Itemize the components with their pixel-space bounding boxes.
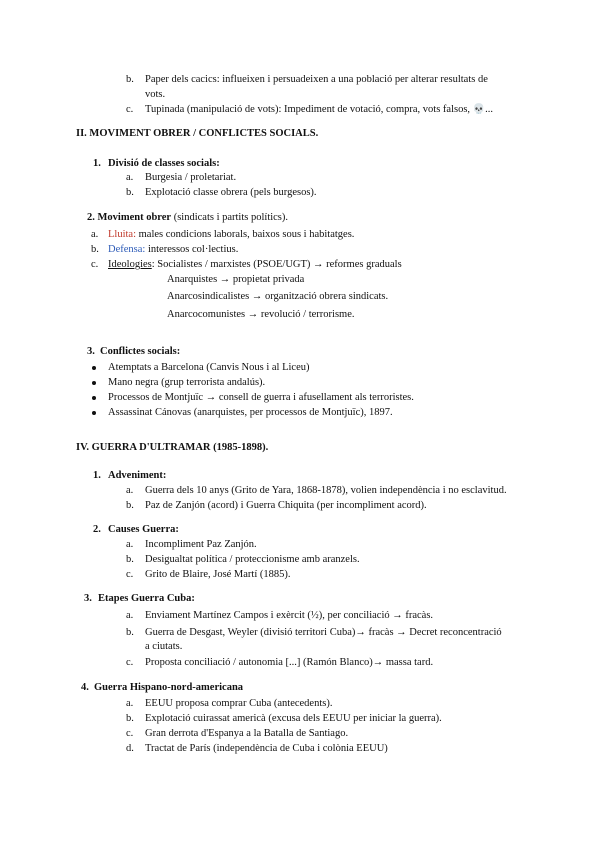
subsection-title: Etapes Guerra Cuba: bbox=[98, 593, 195, 604]
subsection-number: 2. bbox=[93, 524, 101, 535]
list-marker: a. bbox=[126, 172, 134, 183]
ideology-line: Anarcocomunistes → revolució / terrorisme. bbox=[167, 309, 355, 320]
section-heading: IV. GUERRA D'ULTRAMAR (1985-1898). bbox=[76, 442, 269, 453]
list-item-text: Incompliment Paz Zanjón. bbox=[145, 539, 257, 550]
list-item-text: Guerra dels 10 anys (Grito de Yara, 1868-1878), volien independència i no esclavitud. bbox=[145, 485, 507, 496]
list-marker: b. bbox=[126, 627, 134, 638]
list-marker: b. bbox=[126, 713, 134, 724]
bullet-text: Atemptats a Barcelona (Canvis Nous i al Liceu) bbox=[108, 362, 310, 373]
ideology-line: Anarquistes → propietat privada bbox=[167, 274, 305, 285]
list-marker: b. bbox=[126, 187, 134, 198]
list-item-text: Guerra de Desgast, Weyler (divisió territori Cuba)→ fracàs → Decret reconcentració bbox=[145, 627, 502, 638]
list-marker: d. bbox=[126, 743, 134, 754]
subsection-title: Divisió de classes socials: bbox=[108, 158, 220, 169]
list-item-text: Tractat de París (independència de Cuba i colònia EEUU) bbox=[145, 743, 388, 754]
bullet-icon bbox=[92, 366, 96, 370]
list-marker: a. bbox=[91, 229, 99, 240]
list-item-text: Paper dels cacics: influeixen i persuadeixen a una població per alterar resultats de bbox=[145, 74, 488, 85]
subsection-number: 3. bbox=[87, 346, 95, 357]
subsection-title: Conflictes socials: bbox=[100, 346, 181, 357]
list-marker: c. bbox=[126, 104, 134, 115]
list-marker: a. bbox=[126, 539, 134, 550]
list-marker: b. bbox=[126, 500, 134, 511]
skull-icon: 💀 bbox=[472, 104, 486, 115]
list-item-text: Burgesia / proletariat. bbox=[145, 172, 237, 183]
list-marker: a. bbox=[126, 698, 134, 709]
list-item-text: Explotació cuirassat americà (excusa dels EEUU per iniciar la guerra). bbox=[145, 713, 442, 724]
list-item-text: Enviament Martínez Campos i exèrcit (½), per conciliació → fracàs. bbox=[145, 610, 434, 621]
bullet-text: Assassinat Cánovas (anarquistes, per processos de Montjuïc), 1897. bbox=[108, 407, 393, 418]
subsection-title: Adveniment: bbox=[108, 470, 167, 481]
subsection-title: Guerra Hispano-nord-americana bbox=[94, 682, 244, 693]
bullet-icon bbox=[92, 381, 96, 385]
list-item-text: Gran derrota d'Espanya a la Batalla de Santiago. bbox=[145, 728, 349, 739]
list-item-text: Paz de Zanjón (acord) i Guerra Chiquita (per incompliment acord). bbox=[145, 500, 427, 511]
subsection-title: 2. Moviment obrer (sindicats i partits polítics). bbox=[87, 212, 289, 223]
list-item-text: a ciutats. bbox=[145, 641, 183, 652]
subsection-number: 1. bbox=[93, 470, 101, 481]
bullet-icon bbox=[92, 411, 96, 415]
subsection-number: 3. bbox=[84, 593, 92, 604]
list-item-text: Grito de Blaire, José Martí (1885). bbox=[145, 569, 291, 580]
subsection-number: 1. bbox=[93, 158, 101, 169]
list-item-text: Defensa: interessos col·lectius. bbox=[108, 244, 239, 255]
list-item-text: Desigualtat política / proteccionisme amb aranzels. bbox=[145, 554, 360, 565]
list-item-text: EEUU proposa comprar Cuba (antecedents). bbox=[145, 698, 333, 709]
list-marker: c. bbox=[126, 728, 134, 739]
ideology-line: Anarcosindicalistes → organització obrera sindicats. bbox=[167, 291, 389, 302]
list-item-text: Explotació classe obrera (pels burgesos). bbox=[145, 187, 317, 198]
list-item-text: Ideologies: Socialistes / marxistes (PSOE/UGT) → reformes graduals bbox=[108, 259, 402, 270]
list-marker: a. bbox=[126, 610, 134, 621]
list-marker: b. bbox=[91, 244, 99, 255]
bullet-text: Mano negra (grup terrorista andalús). bbox=[108, 377, 266, 388]
list-item-text: Tupinada (manipulació de vots): Impediment de votació, compra, vots falsos, 💀... bbox=[145, 104, 493, 115]
list-marker: a. bbox=[126, 485, 134, 496]
list-marker: c. bbox=[126, 657, 134, 668]
list-marker: c. bbox=[91, 259, 99, 270]
bullet-text: Processos de Montjuïc → consell de guerra i afusellament als terroristes. bbox=[108, 392, 414, 403]
bullet-icon bbox=[92, 396, 96, 400]
list-item-text: Lluita: males condicions laborals, baixos sous i habitatges. bbox=[108, 229, 355, 240]
list-marker: b. bbox=[126, 74, 134, 85]
list-item-text: Proposta conciliació / autonomia [...] (Ramón Blanco)→ massa tard. bbox=[145, 657, 434, 668]
list-marker: b. bbox=[126, 554, 134, 565]
section-heading: II. MOVIMENT OBRER / CONFLICTES SOCIALS. bbox=[76, 128, 319, 139]
list-marker: c. bbox=[126, 569, 134, 580]
subsection-number: 4. bbox=[81, 682, 89, 693]
subsection-title: Causes Guerra: bbox=[108, 524, 179, 535]
list-item-text: vots. bbox=[145, 89, 166, 100]
